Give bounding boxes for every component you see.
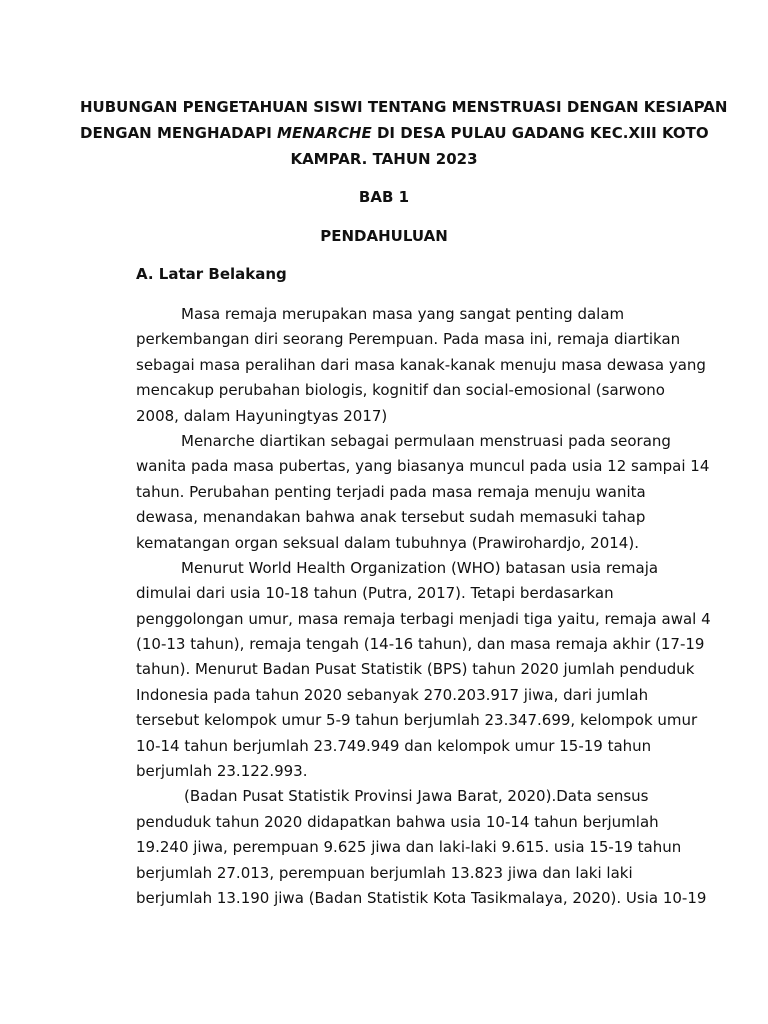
body-line: (10-13 tahun), remaja tengah (14-16 tahun), dan masa remaja akhir (17-19 [136,635,705,654]
body-line: berjumlah 13.190 jiwa (Badan Statistik Kota Tasikmalaya, 2020). Usia 10-19 [136,888,707,907]
body-line: dewasa, menandakan bahwa anak tersebut sudah memasuki tahap [136,508,646,527]
body-line: 19.240 jiwa, perempuan 9.625 jiwa dan laki-laki 9.615. usia 15-19 tahun [136,838,682,857]
title-line-3: KAMPAR. TAHUN 2023 [290,150,478,168]
body-line: berjumlah 23.122.993. [136,762,308,781]
title-line-2 [80,120,709,146]
body-line: kematangan organ seksual dalam tubuhnya (Prawirohardjo, 2014). [136,533,639,552]
body-line: tahun). Menurut Badan Pusat Statistik (BPS) tahun 2020 jumlah penduduk [136,660,695,679]
body-line: 2008, dalam Hayuningtyas 2017) [136,406,388,425]
body-line: tahun. Perubahan penting terjadi pada masa remaja menuju wanita [136,482,646,501]
body-line: penduduk tahun 2020 didapatkan bahwa usia 10-14 tahun berjumlah [136,812,659,831]
title-italic-menarche: MENARCHE [277,124,372,142]
document-title [80,94,728,172]
body-line: tersebut kelompok umur 5-9 tahun berjumlah 23.347.699, kelompok umur [136,711,698,730]
chapter-number: BAB 1 [358,188,410,206]
body-line: Menurut World Health Organization (WHO) batasan usia remaja [181,558,659,577]
title-line-2-end: DI DESA PULAU GADANG KEC.XIII KOTO [371,124,709,142]
title-line-1: HUBUNGAN PENGETAHUAN SISWI TENTANG MENSTRUASI DENGAN KESIAPAN [80,98,728,116]
body-line: (Badan Pusat Statistik Provinsi Jawa Barat, 2020).Data sensus [184,787,649,806]
body-line: Menarche diartikan sebagai permulaan menstruasi pada seorang [181,431,671,450]
chapter-title: PENDAHULUAN [320,227,448,245]
title-line-2-start: DENGAN MENGHADAPI [80,124,278,142]
body-line: Indonesia pada tahun 2020 sebanyak 270.203.917 jiwa, dari jumlah [136,685,649,704]
body-line: 10-14 tahun berjumlah 23.749.949 dan kelompok umur 15-19 tahun [136,736,652,755]
body-line: perkembangan diri seorang Perempuan. Pada masa ini, remaja diartikan [136,330,681,349]
body-line: penggolongan umur, masa remaja terbagi menjadi tiga yaitu, remaja awal 4 [136,609,711,628]
body-line: mencakup perubahan biologis, kognitif dan social-emosional (sarwono [136,381,665,400]
body-line: Masa remaja merupakan masa yang sangat penting dalam [181,305,625,323]
body-line: dimulai dari usia 10-18 tahun (Putra, 2017). Tetapi berdasarkan [136,584,614,603]
body-line: wanita pada masa pubertas, yang biasanya muncul pada usia 12 sampai 14 [136,457,710,476]
section-heading: A. Latar Belakang [136,265,287,283]
body-line: berjumlah 27.013, perempuan berjumlah 13.823 jiwa dan laki laki [136,863,633,882]
body-line: sebagai masa peralihan dari masa kanak-kanak menuju masa dewasa yang [136,355,706,374]
body-paragraphs [136,302,711,911]
